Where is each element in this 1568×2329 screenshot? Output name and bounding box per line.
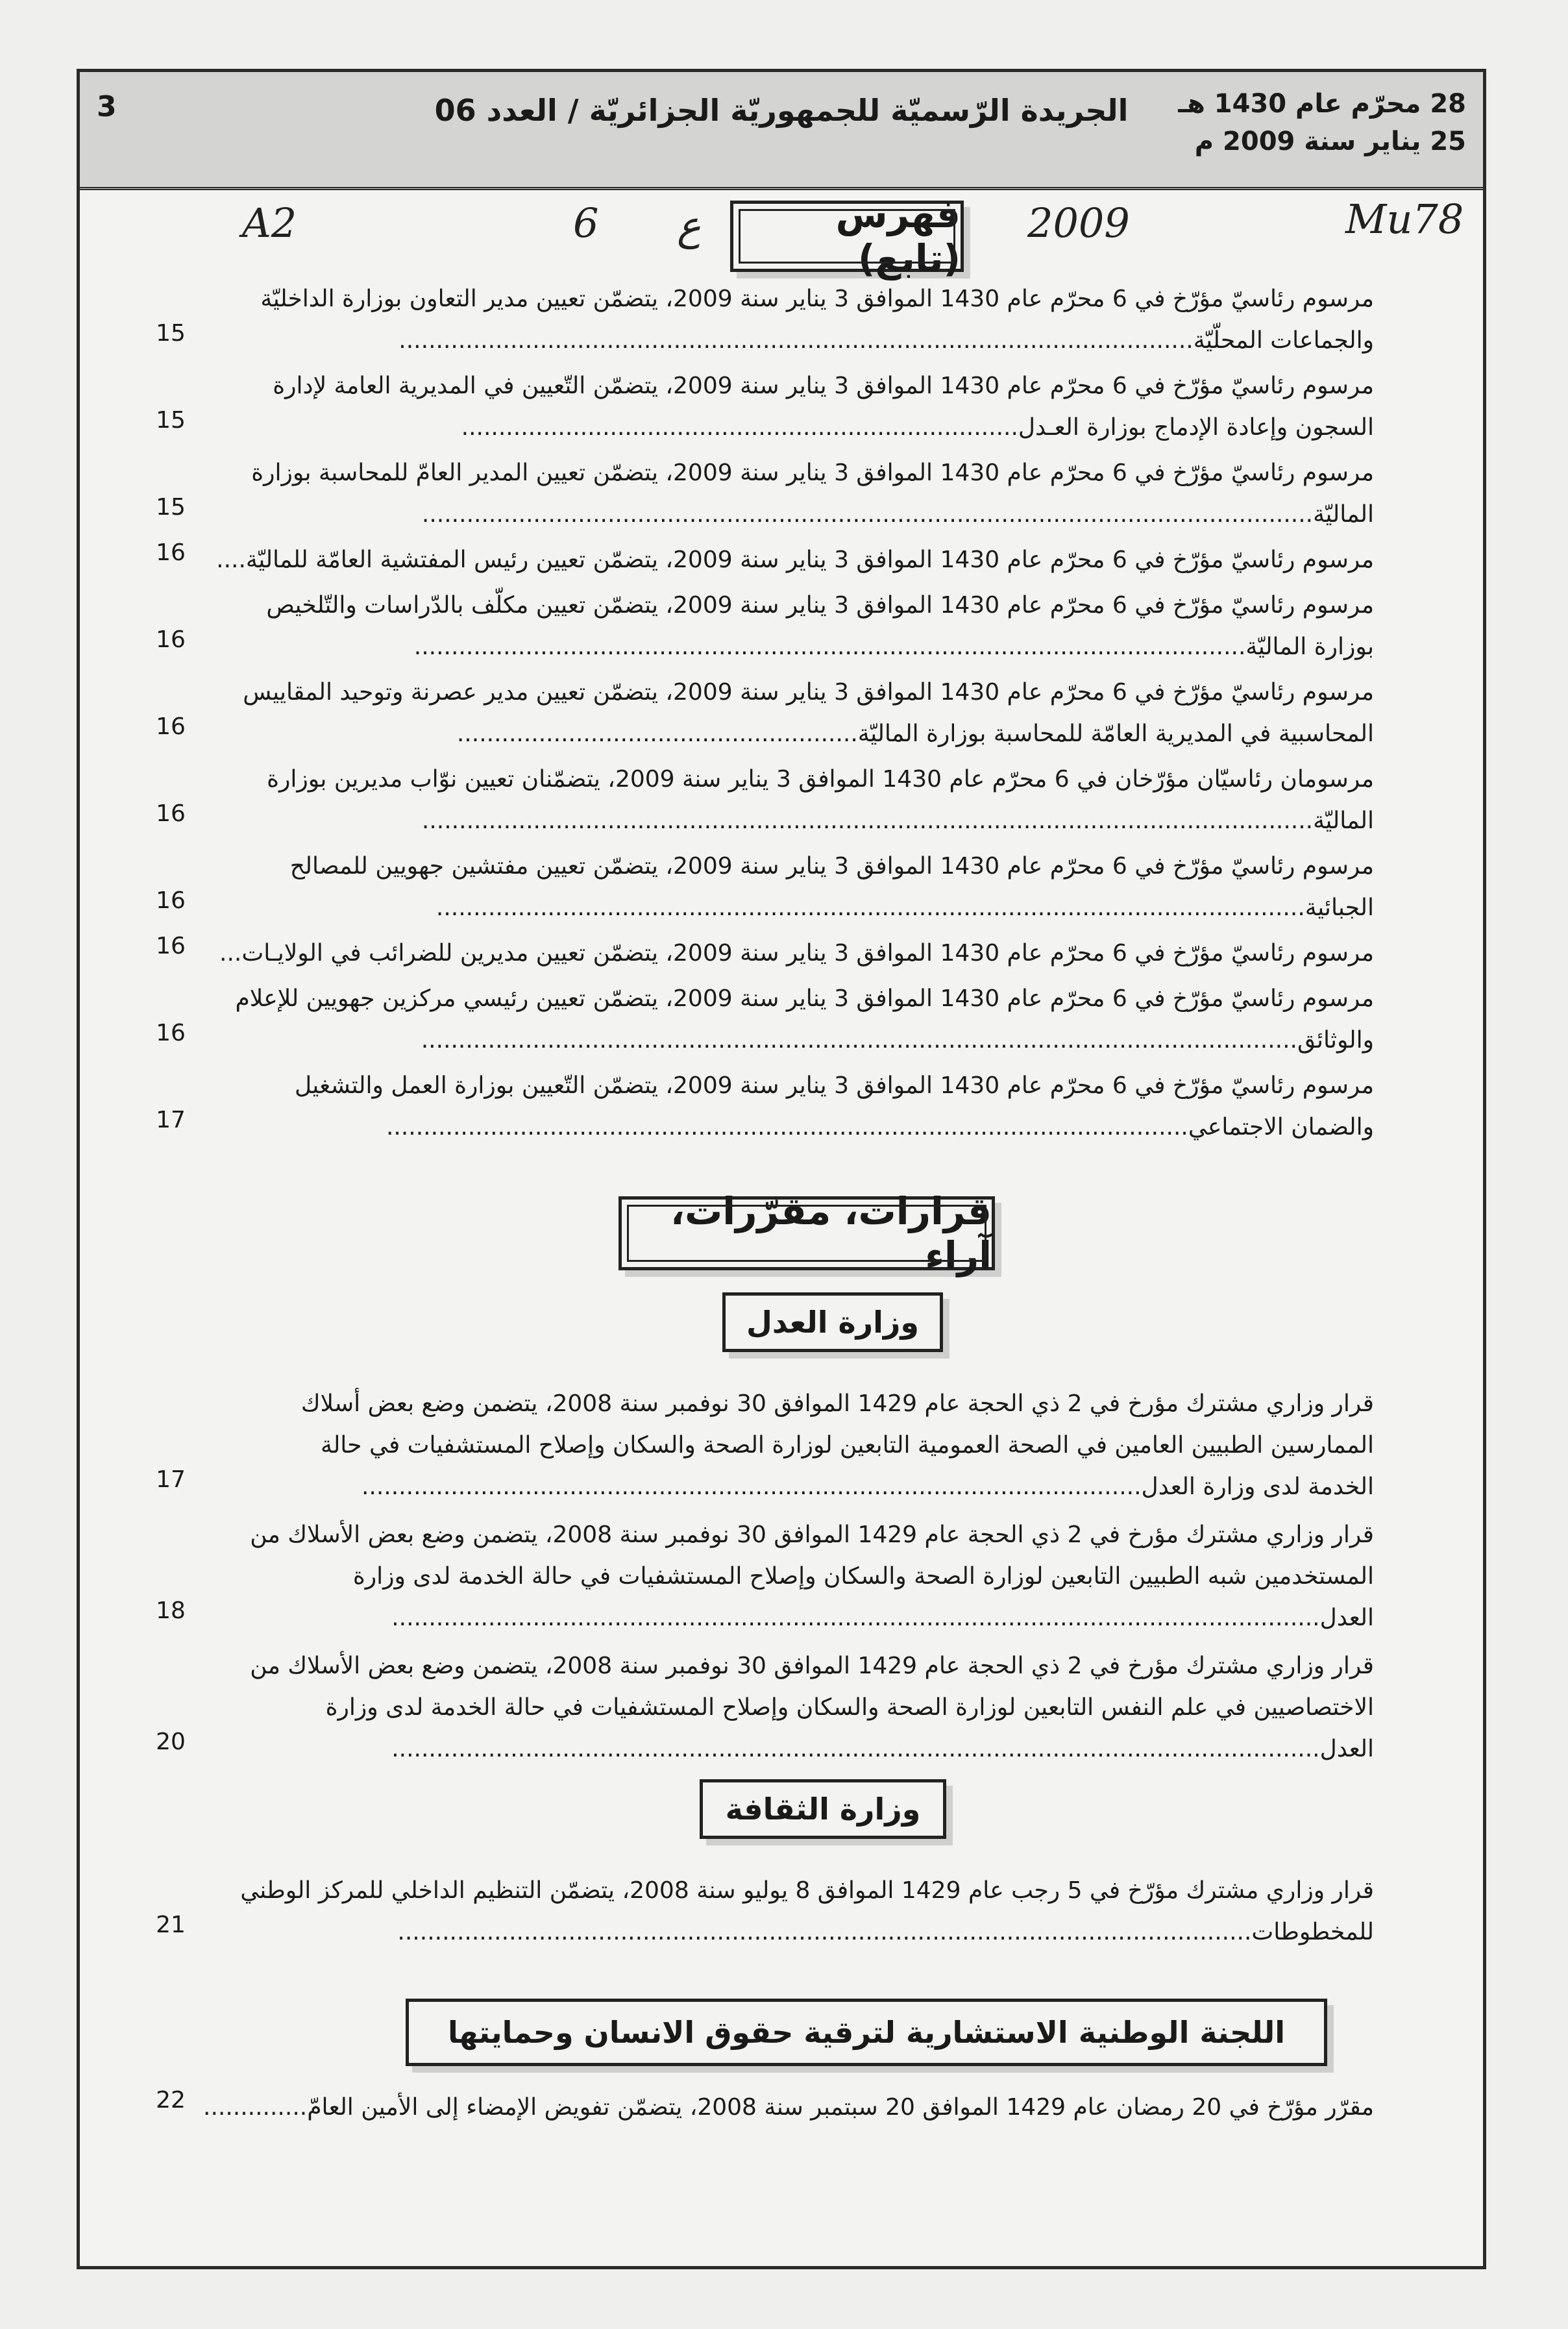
toc-page-number: 22 bbox=[156, 2087, 186, 2113]
toc-entry-line: مرسوم رئاسيّ مؤرّخ في 6 محرّم عام 1430 الموافق 3 يناير سنة 2009، يتضمّن تعيين مدير عصرنة وتوحيد المقاييس bbox=[243, 679, 1374, 706]
toc-entry bbox=[108, 452, 1374, 536]
toc-page-number: 18 bbox=[156, 1597, 186, 1624]
toc-entry bbox=[108, 365, 1374, 449]
toc-page-number: 15 bbox=[156, 320, 186, 347]
toc-entry-line: مرسوم رئاسيّ مؤرّخ في 6 محرّم عام 1430 الموافق 3 يناير سنة 2009، يتضمّن تعيين رئيسي مركزين جهويين للإعلام bbox=[235, 985, 1374, 1012]
toc-entry-line: الجبائية..................................................................................................................... bbox=[435, 894, 1374, 921]
toc-entry-line: مرسومان رئاسيّان مؤرّخان في 6 محرّم عام 1430 الموافق 3 يناير سنة 2009، يتضمّنان تعيين نوّاب مديرين بوزارة bbox=[267, 766, 1374, 793]
toc-entry-line: السجون وإعادة الإدماج بوزارة العـدل........................................................................... bbox=[461, 414, 1374, 441]
gregorian-date: 25 يناير سنة 2009 م bbox=[1194, 127, 1466, 156]
toc-entry-line: والجماعات المحلّيّة........................................................................................................... bbox=[398, 327, 1374, 354]
committee-title: اللجنة الوطنية الاستشارية لترقية حقوق الانسان وحمايتها bbox=[406, 1999, 1327, 2066]
toc-entry-line: الخدمة لدى وزارة العدل......................................................................................................... bbox=[361, 1473, 1374, 1500]
toc-entry-line: مرسوم رئاسيّ مؤرّخ في 6 محرّم عام 1430 الموافق 3 يناير سنة 2009، يتضمّن تعيين مفتشين جهويين للمصالح bbox=[289, 853, 1374, 880]
toc-page-number: 21 bbox=[156, 1912, 186, 1938]
toc-page-number: 16 bbox=[156, 933, 186, 959]
toc-entry-line: المستخدمين شبه الطبيين التابعين لوزارة الصحة والسكان وإصلاح المستشفيات في حالة الخدمة لدى وزارة bbox=[352, 1563, 1374, 1590]
toc-entry-line: مرسوم رئاسيّ مؤرّخ في 6 محرّم عام 1430 الموافق 3 يناير سنة 2009، يتضمّن تعيين مكلّف بالدّراسات والتّلخيص bbox=[266, 592, 1374, 619]
toc-entry-line: مرسوم رئاسيّ مؤرّخ في 6 محرّم عام 1430 الموافق 3 يناير سنة 2009، يتضمّن تعيين المدير العامّ للمحاسبة بوزارة bbox=[251, 460, 1374, 486]
toc-page-number: 20 bbox=[156, 1729, 186, 1755]
handwritten-note-year: 2009 bbox=[1027, 199, 1130, 247]
toc-entry bbox=[108, 846, 1374, 929]
toc-entry-line: مقرّر مؤرّخ في 20 رمضان عام 1429 الموافق 20 سبتمبر سنة 2008، يتضمّن تفويض الإمضاء إلى الأمين العامّ.............. bbox=[203, 2094, 1374, 2121]
toc-entry-line: الماليّة........................................................................................................................ bbox=[421, 807, 1374, 834]
hijri-date: 28 محرّم عام 1430 هـ bbox=[1178, 89, 1466, 119]
toc-entry-line: مرسوم رئاسيّ مؤرّخ في 6 محرّم عام 1430 الموافق 3 يناير سنة 2009، يتضمّن التّعيين في المديرية العامة لإدارة bbox=[273, 373, 1374, 399]
toc-entry bbox=[108, 1514, 1374, 1639]
toc-entry-line: مرسوم رئاسيّ مؤرّخ في 6 محرّم عام 1430 الموافق 3 يناير سنة 2009، يتضمّن التّعيين بوزارة العمل والتشغيل bbox=[295, 1072, 1374, 1099]
toc-entry-line: الممارسين الطبيين العامين في الصحة العمومية التابعين لوزارة الصحة والسكان وإصلاح المستشفيات في حالة bbox=[321, 1432, 1374, 1459]
toc-page-number: 16 bbox=[156, 800, 186, 827]
toc-entry bbox=[108, 1870, 1374, 1953]
toc-entry-line: مرسوم رئاسيّ مؤرّخ في 6 محرّم عام 1430 الموافق 3 يناير سنة 2009، يتضمّن تعيين مديرين للضرائب في الولايـات... bbox=[219, 940, 1374, 967]
ministry-culture-title: وزارة الثقافة bbox=[700, 1779, 946, 1839]
toc-page-number: 16 bbox=[156, 1020, 186, 1046]
toc-entry bbox=[108, 1065, 1374, 1148]
toc-entry-line: قرار وزاري مشترك مؤرخ في 2 ذي الحجة عام 1429 الموافق 30 نوفمبر سنة 2008، يتضمن وضع بعض الأسلاك من bbox=[250, 1653, 1374, 1679]
toc-page-number: 15 bbox=[156, 494, 186, 521]
toc-entry bbox=[108, 585, 1374, 668]
handwritten-note-6: 6 bbox=[573, 199, 599, 247]
toc-page-number: 16 bbox=[156, 887, 186, 914]
page-header bbox=[80, 72, 1483, 190]
page-number: 3 bbox=[97, 90, 117, 123]
toc-entry-line: قرار وزاري مشترك مؤرخ في 2 ذي الحجة عام 1429 الموافق 30 نوفمبر سنة 2008، يتضمن وضع بعض الأسلاك من bbox=[250, 1522, 1374, 1548]
toc-entry-line: الاختصاصيين في علم النفس التابعين لوزارة الصحة والسكان وإصلاح المستشفيات في حالة الخدمة لدى وزارة bbox=[325, 1694, 1374, 1721]
toc-entry bbox=[108, 933, 1374, 974]
toc-entry bbox=[108, 278, 1374, 362]
toc-entry-line: العدل............................................................................................................................. bbox=[391, 1605, 1374, 1631]
toc-entry-line: قرار وزاري مشترك مؤرّخ في 5 رجب عام 1429 الموافق 8 يوليو سنة 2008، يتضمّن التنظيم الداخلي للمركز الوطني bbox=[240, 1877, 1374, 1904]
toc-page-number: 17 bbox=[156, 1466, 186, 1493]
toc-entry-line: قرار وزاري مشترك مؤرخ في 2 ذي الحجة عام 1429 الموافق 30 نوفمبر سنة 2008، يتضمن وضع بعض أسلاك bbox=[300, 1390, 1374, 1417]
ministry-justice-title: وزارة العدل bbox=[722, 1292, 943, 1352]
toc-entry bbox=[108, 539, 1374, 581]
section-decisions-title: قرارات، مقرّرات، آراء bbox=[619, 1196, 995, 1270]
toc-title: فهرس (تابع) bbox=[730, 201, 964, 272]
toc-entry-line: المحاسبية في المديرية العامّة للمحاسبة بوزارة الماليّة...................................................... bbox=[456, 721, 1374, 747]
handwritten-note-ain: ع bbox=[677, 202, 701, 249]
handwritten-note-a2: A2 bbox=[242, 199, 297, 247]
toc-entry bbox=[108, 1645, 1374, 1770]
toc-entry-line: العدل............................................................................................................................. bbox=[391, 1736, 1374, 1762]
toc-entry-line: والضمان الاجتماعي............................................................................................................ bbox=[386, 1114, 1374, 1140]
toc-page-number: 17 bbox=[156, 1107, 186, 1133]
page-frame bbox=[77, 69, 1486, 2269]
toc-entry-line: بوزارة الماليّة................................................................................................................ bbox=[413, 634, 1374, 660]
toc-page-number: 16 bbox=[156, 626, 186, 653]
toc-entry-line: مرسوم رئاسيّ مؤرّخ في 6 محرّم عام 1430 الموافق 3 يناير سنة 2009، يتضمّن تعيين رئيس المفتشية العامّة للماليّة.... bbox=[216, 547, 1374, 573]
toc-entry-line: الماليّة........................................................................................................................ bbox=[421, 501, 1374, 528]
toc-entry bbox=[108, 672, 1374, 755]
toc-entry-line: مرسوم رئاسيّ مؤرّخ في 6 محرّم عام 1430 الموافق 3 يناير سنة 2009، يتضمّن تعيين مدير التعاون بوزارة الداخليّة bbox=[260, 286, 1374, 312]
toc-entry-line: والوثائق...................................................................................................................... bbox=[421, 1027, 1374, 1054]
journal-title: الجريدة الرّسميّة للجمهوريّة الجزائريّة / العدد 06 bbox=[434, 93, 1129, 128]
toc-entry bbox=[108, 759, 1374, 842]
toc-entry-line: للمخطوطات................................................................................................................... bbox=[397, 1919, 1374, 1945]
handwritten-note-number: Mu78 bbox=[1345, 195, 1464, 243]
toc-page-number: 15 bbox=[156, 407, 186, 434]
toc-entry bbox=[108, 2087, 1374, 2128]
toc-entry bbox=[108, 1383, 1374, 1508]
toc-page-number: 16 bbox=[156, 713, 186, 740]
toc-page-number: 16 bbox=[156, 539, 186, 566]
toc-entry bbox=[108, 978, 1374, 1061]
